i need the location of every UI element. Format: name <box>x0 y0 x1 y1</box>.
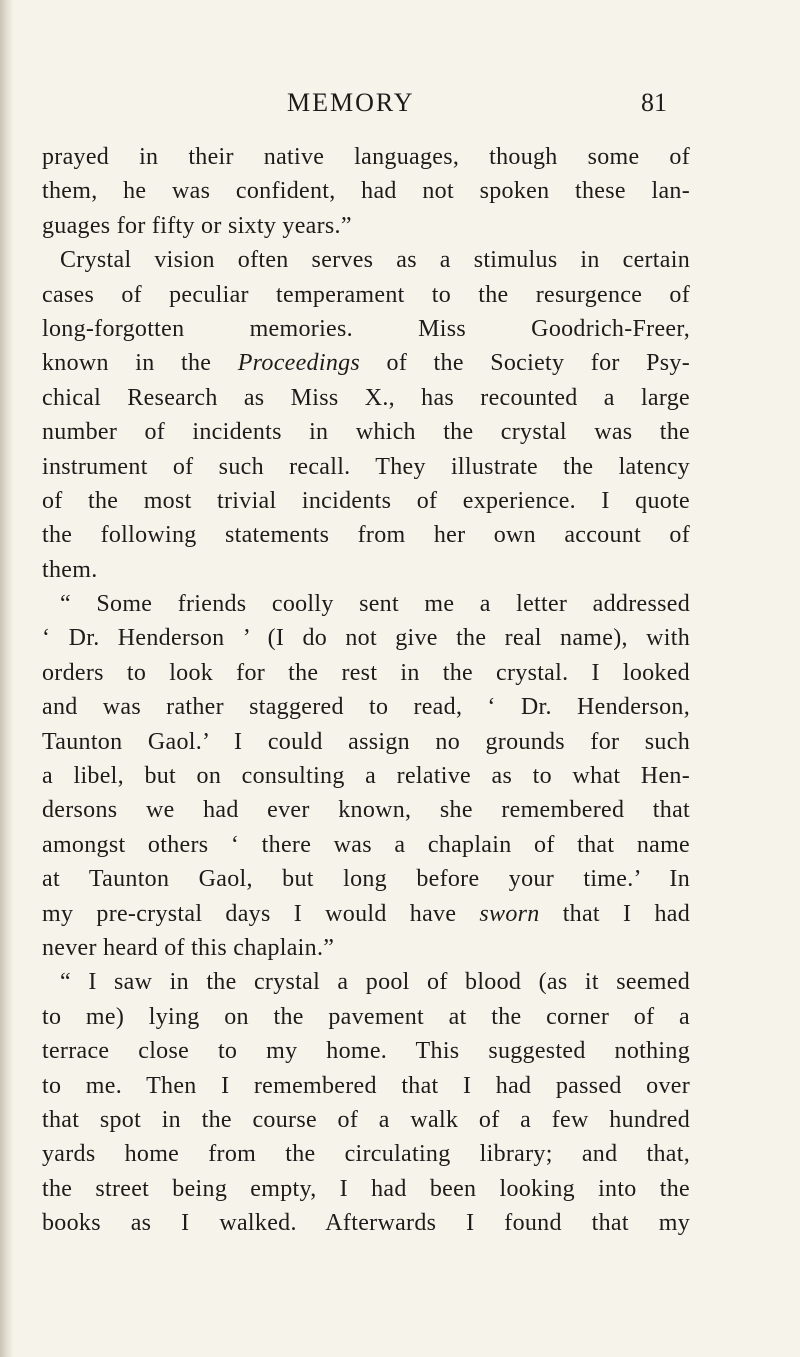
text-line: never heard of this chaplain.” <box>42 934 335 961</box>
text-line: guages for fifty or sixty years.” <box>42 212 352 239</box>
running-head <box>0 86 800 120</box>
text-line: long-forgotten memories. Miss Goodrich-Freer, <box>42 315 690 342</box>
running-head-title: MEMORY <box>287 88 415 117</box>
text-line: that spot in the course of a walk of a few hundred <box>42 1106 690 1133</box>
text-line: them, he was confident, had not spoken these lan- <box>42 178 690 205</box>
text-line: to me) lying on the pavement at the corner of a <box>42 1003 690 1030</box>
text-segment: known in the <box>42 350 238 377</box>
text-line: “ I saw in the crystal a pool of blood (as it seemed <box>60 969 690 996</box>
text-line: chical Research as Miss X., has recounted a large <box>42 384 690 411</box>
body-text <box>42 140 690 1241</box>
italic-text: sworn <box>479 900 540 927</box>
page-number: 81 <box>641 88 667 117</box>
text-line: cases of peculiar temperament to the resurgence of <box>42 281 690 308</box>
text-line <box>42 346 690 380</box>
text-line <box>42 897 690 931</box>
text-line: number of incidents in which the crystal was the <box>42 419 690 446</box>
text-line: and was rather staggered to read, ‘ Dr. Henderson, <box>42 694 690 721</box>
text-line: terrace close to my home. This suggested nothing <box>42 1038 690 1065</box>
text-line: books as I walked. Afterwards I found that my <box>42 1210 690 1237</box>
text-line: Crystal vision often serves as a stimulus in certain <box>60 247 690 274</box>
text-line: of the most trivial incidents of experience. I quote <box>42 487 690 514</box>
text-segment: that I had <box>539 900 690 927</box>
text-line: ‘ Dr. Henderson ’ (I do not give the real name), with <box>42 625 690 652</box>
italic-text: Proceedings <box>237 350 361 377</box>
text-line: amongst others ‘ there was a chaplain of that name <box>42 831 690 858</box>
text-segment: my pre-crystal days I would have <box>42 900 480 927</box>
text-line: to me. Then I remembered that I had passed over <box>42 1072 690 1099</box>
text-line: prayed in their native languages, though some of <box>42 144 690 170</box>
text-line: instrument of such recall. They illustrate the latency <box>42 453 690 480</box>
text-line: the street being empty, I had been looking into the <box>42 1175 690 1202</box>
text-line: the following statements from her own account of <box>42 522 690 549</box>
text-line: dersons we had ever known, she remembered that <box>42 797 690 824</box>
text-line: yards home from the circulating library; and that, <box>42 1141 690 1168</box>
text-line: “ Some friends coolly sent me a letter addressed <box>60 591 690 618</box>
text-line: them. <box>42 556 98 583</box>
text-line: Taunton Gaol.’ I could assign no grounds for such <box>42 728 690 755</box>
text-line: orders to look for the rest in the crystal. I looked <box>42 659 690 686</box>
text-line: a libel, but on consulting a relative as to what Hen- <box>42 763 690 790</box>
binding-shadow <box>0 0 14 1357</box>
text-segment: of the Society for Psy- <box>360 350 690 377</box>
text-line: at Taunton Gaol, but long before your time.’ In <box>42 866 690 893</box>
